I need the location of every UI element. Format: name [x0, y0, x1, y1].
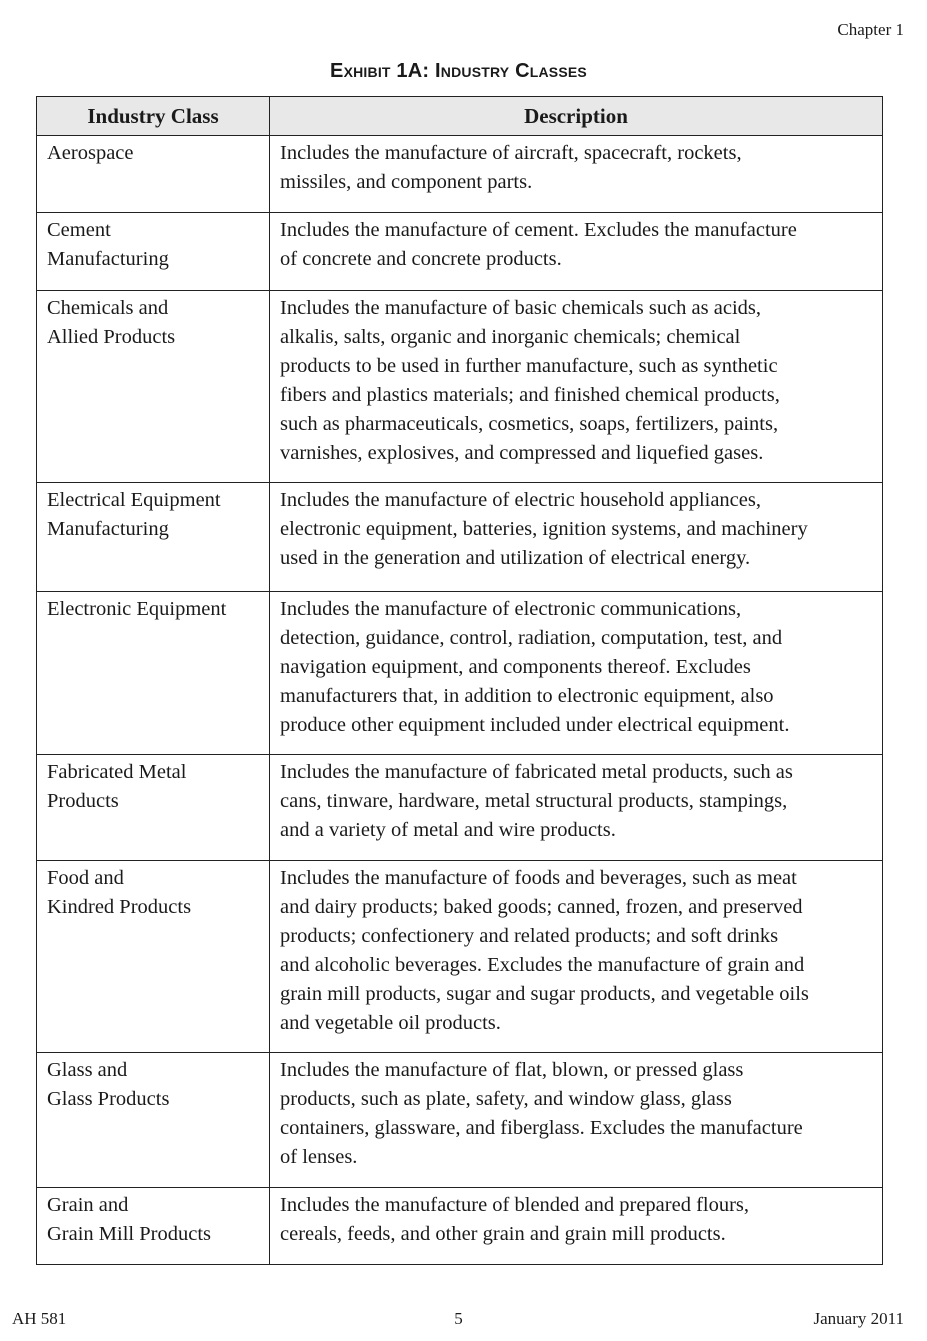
industry-classes-table: [36, 96, 883, 1265]
footer-page-number: 5: [454, 1309, 463, 1328]
chapter-header: Chapter 1: [837, 20, 904, 39]
industry-class-cell: Food and Kindred Products: [37, 861, 270, 1053]
description-cell: Includes the manufacture of foods and beverages, such as meat and dairy products; baked goods; canned, frozen, and preserved products; confectionery and related products; and soft drinks and alcoholic beverages. Excludes the manufacture of grain and grain mill products, sugar and sugar products, and vegetable oils and vegetable oil products.: [270, 861, 883, 1053]
industry-class-cell: Electronic Equipment: [37, 592, 270, 755]
industry-class-cell: Electrical Equipment Manufacturing: [37, 483, 270, 592]
table-header-row: [37, 97, 883, 136]
footer-doc-id: AH 581: [12, 1309, 67, 1328]
table-row: [37, 592, 883, 755]
industry-class-cell: Aerospace: [37, 136, 270, 213]
description-cell: Includes the manufacture of basic chemicals such as acids, alkalis, salts, organic and inorganic chemicals; chemical products to be used in further manufacture, such as synthetic fibers and plastics materials; and finished chemical products, such as pharmaceuticals, cosmetics, soaps, fertilizers, paints, varnishes, explosives, and compressed and liquefied gases.: [270, 291, 883, 483]
description-cell: Includes the manufacture of aircraft, spacecraft, rockets, missiles, and component parts.: [270, 136, 883, 213]
table-row: [37, 1188, 883, 1265]
table-row: [37, 291, 883, 483]
industry-class-cell: Fabricated Metal Products: [37, 755, 270, 861]
description-cell: Includes the manufacture of flat, blown, or pressed glass products, such as plate, safety, and window glass, glass containers, glassware, and fiberglass. Excludes the manufacture of lenses.: [270, 1053, 883, 1188]
footer-date: January 2011: [813, 1309, 904, 1328]
column-header-industry-class: Industry Class: [37, 97, 270, 136]
description-cell: Includes the manufacture of electric household appliances, electronic equipment, batteries, ignition systems, and machinery used in the generation and utilization of electrical energy.: [270, 483, 883, 592]
industry-class-cell: Cement Manufacturing: [37, 213, 270, 291]
table-row: [37, 136, 883, 213]
industry-class-cell: Glass and Glass Products: [37, 1053, 270, 1188]
industry-class-cell: Grain and Grain Mill Products: [37, 1188, 270, 1265]
description-cell: Includes the manufacture of blended and prepared flours, cereals, feeds, and other grain and grain mill products.: [270, 1188, 883, 1265]
table-row: [37, 861, 883, 1053]
table-row: [37, 1053, 883, 1188]
description-cell: Includes the manufacture of fabricated metal products, such as cans, tinware, hardware, metal structural products, stampings, and a variety of metal and wire products.: [270, 755, 883, 861]
table-row: [37, 213, 883, 291]
exhibit-title: Exhibit 1A: Industry Classes: [330, 60, 587, 82]
table-row: [37, 483, 883, 592]
industry-class-cell: Chemicals and Allied Products: [37, 291, 270, 483]
column-header-description: Description: [270, 97, 883, 136]
description-cell: Includes the manufacture of cement. Excludes the manufacture of concrete and concrete products.: [270, 213, 883, 291]
table-row: [37, 755, 883, 861]
description-cell: Includes the manufacture of electronic communications, detection, guidance, control, radiation, computation, test, and navigation equipment, and components thereof. Excludes manufacturers that, in addition to electronic equipment, also produce other equipment included under electrical equipment.: [270, 592, 883, 755]
